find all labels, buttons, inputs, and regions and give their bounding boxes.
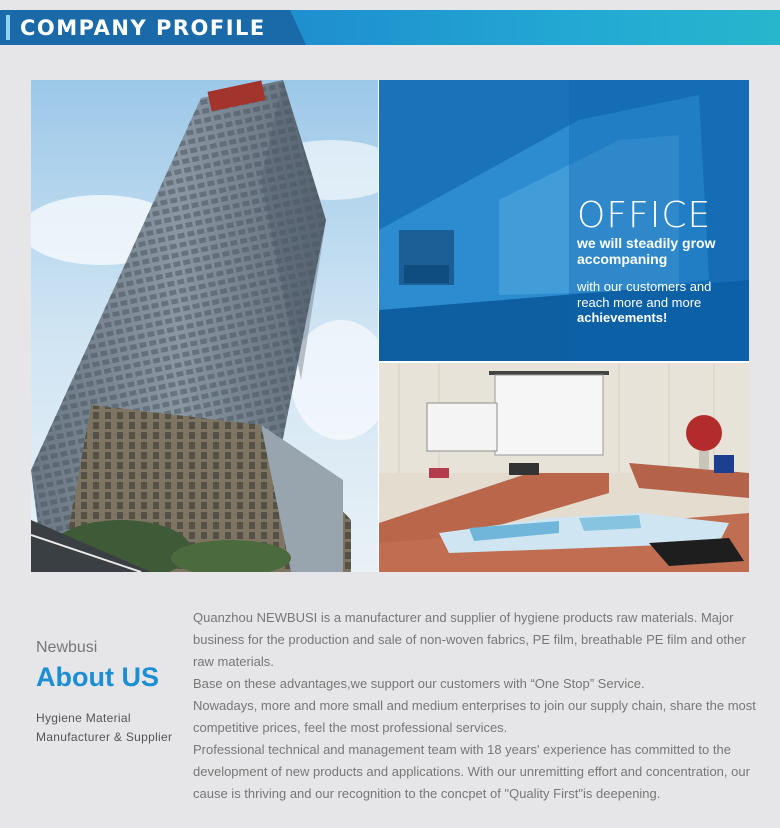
about-paragraph: Nowadays, more and more small and medium enterprises to join our supply chain, share the most competitive prices, feel the most professional services. — [193, 698, 756, 735]
tagline — [36, 709, 172, 747]
about-paragraph: Professional technical and management team with 18 years' experience has committed to the development of new products and applications. With our unremitting effort and concentration, our cause is thriving and our recognition to the concpet of "Quality First"is deepening. — [193, 742, 750, 801]
office-body-line-1: with our customers and — [577, 279, 712, 294]
tagline-line-1: Hygiene Material — [36, 711, 131, 725]
about-paragraph: Base on these advantages,we support our customers with “One Stop” Service. — [193, 676, 645, 691]
photo-collage — [31, 80, 749, 572]
tagline-line-2: Manufacturer & Supplier — [36, 730, 173, 744]
about-sidebar — [36, 638, 172, 747]
meeting-room-photo — [379, 363, 749, 572]
brand-name: Newbusi — [36, 639, 98, 656]
section-header — [0, 10, 780, 45]
office-title: OFFICE — [577, 195, 712, 236]
office-tower-photo — [31, 80, 378, 572]
about-title: About US — [36, 662, 159, 692]
section-title: COMPANY PROFILE — [20, 16, 266, 40]
office-line-1: we will steadily grow — [577, 235, 716, 251]
header-accent-bar — [6, 15, 10, 40]
office-body-line-2: reach more and more — [577, 294, 702, 310]
office-line-2: accompaning — [577, 251, 668, 267]
office-body-line-3: achievements! — [577, 310, 668, 325]
warehouse-photo — [379, 80, 749, 361]
about-description — [193, 607, 763, 805]
office-body — [577, 279, 715, 326]
office-caption — [577, 197, 715, 326]
about-paragraph: Quanzhou NEWBUSI is a manufacturer and supplier of hygiene products raw materials. Major business for the production and sale of non-woven fabrics, PE film, breathable PE film and other raw materials. — [193, 610, 746, 669]
